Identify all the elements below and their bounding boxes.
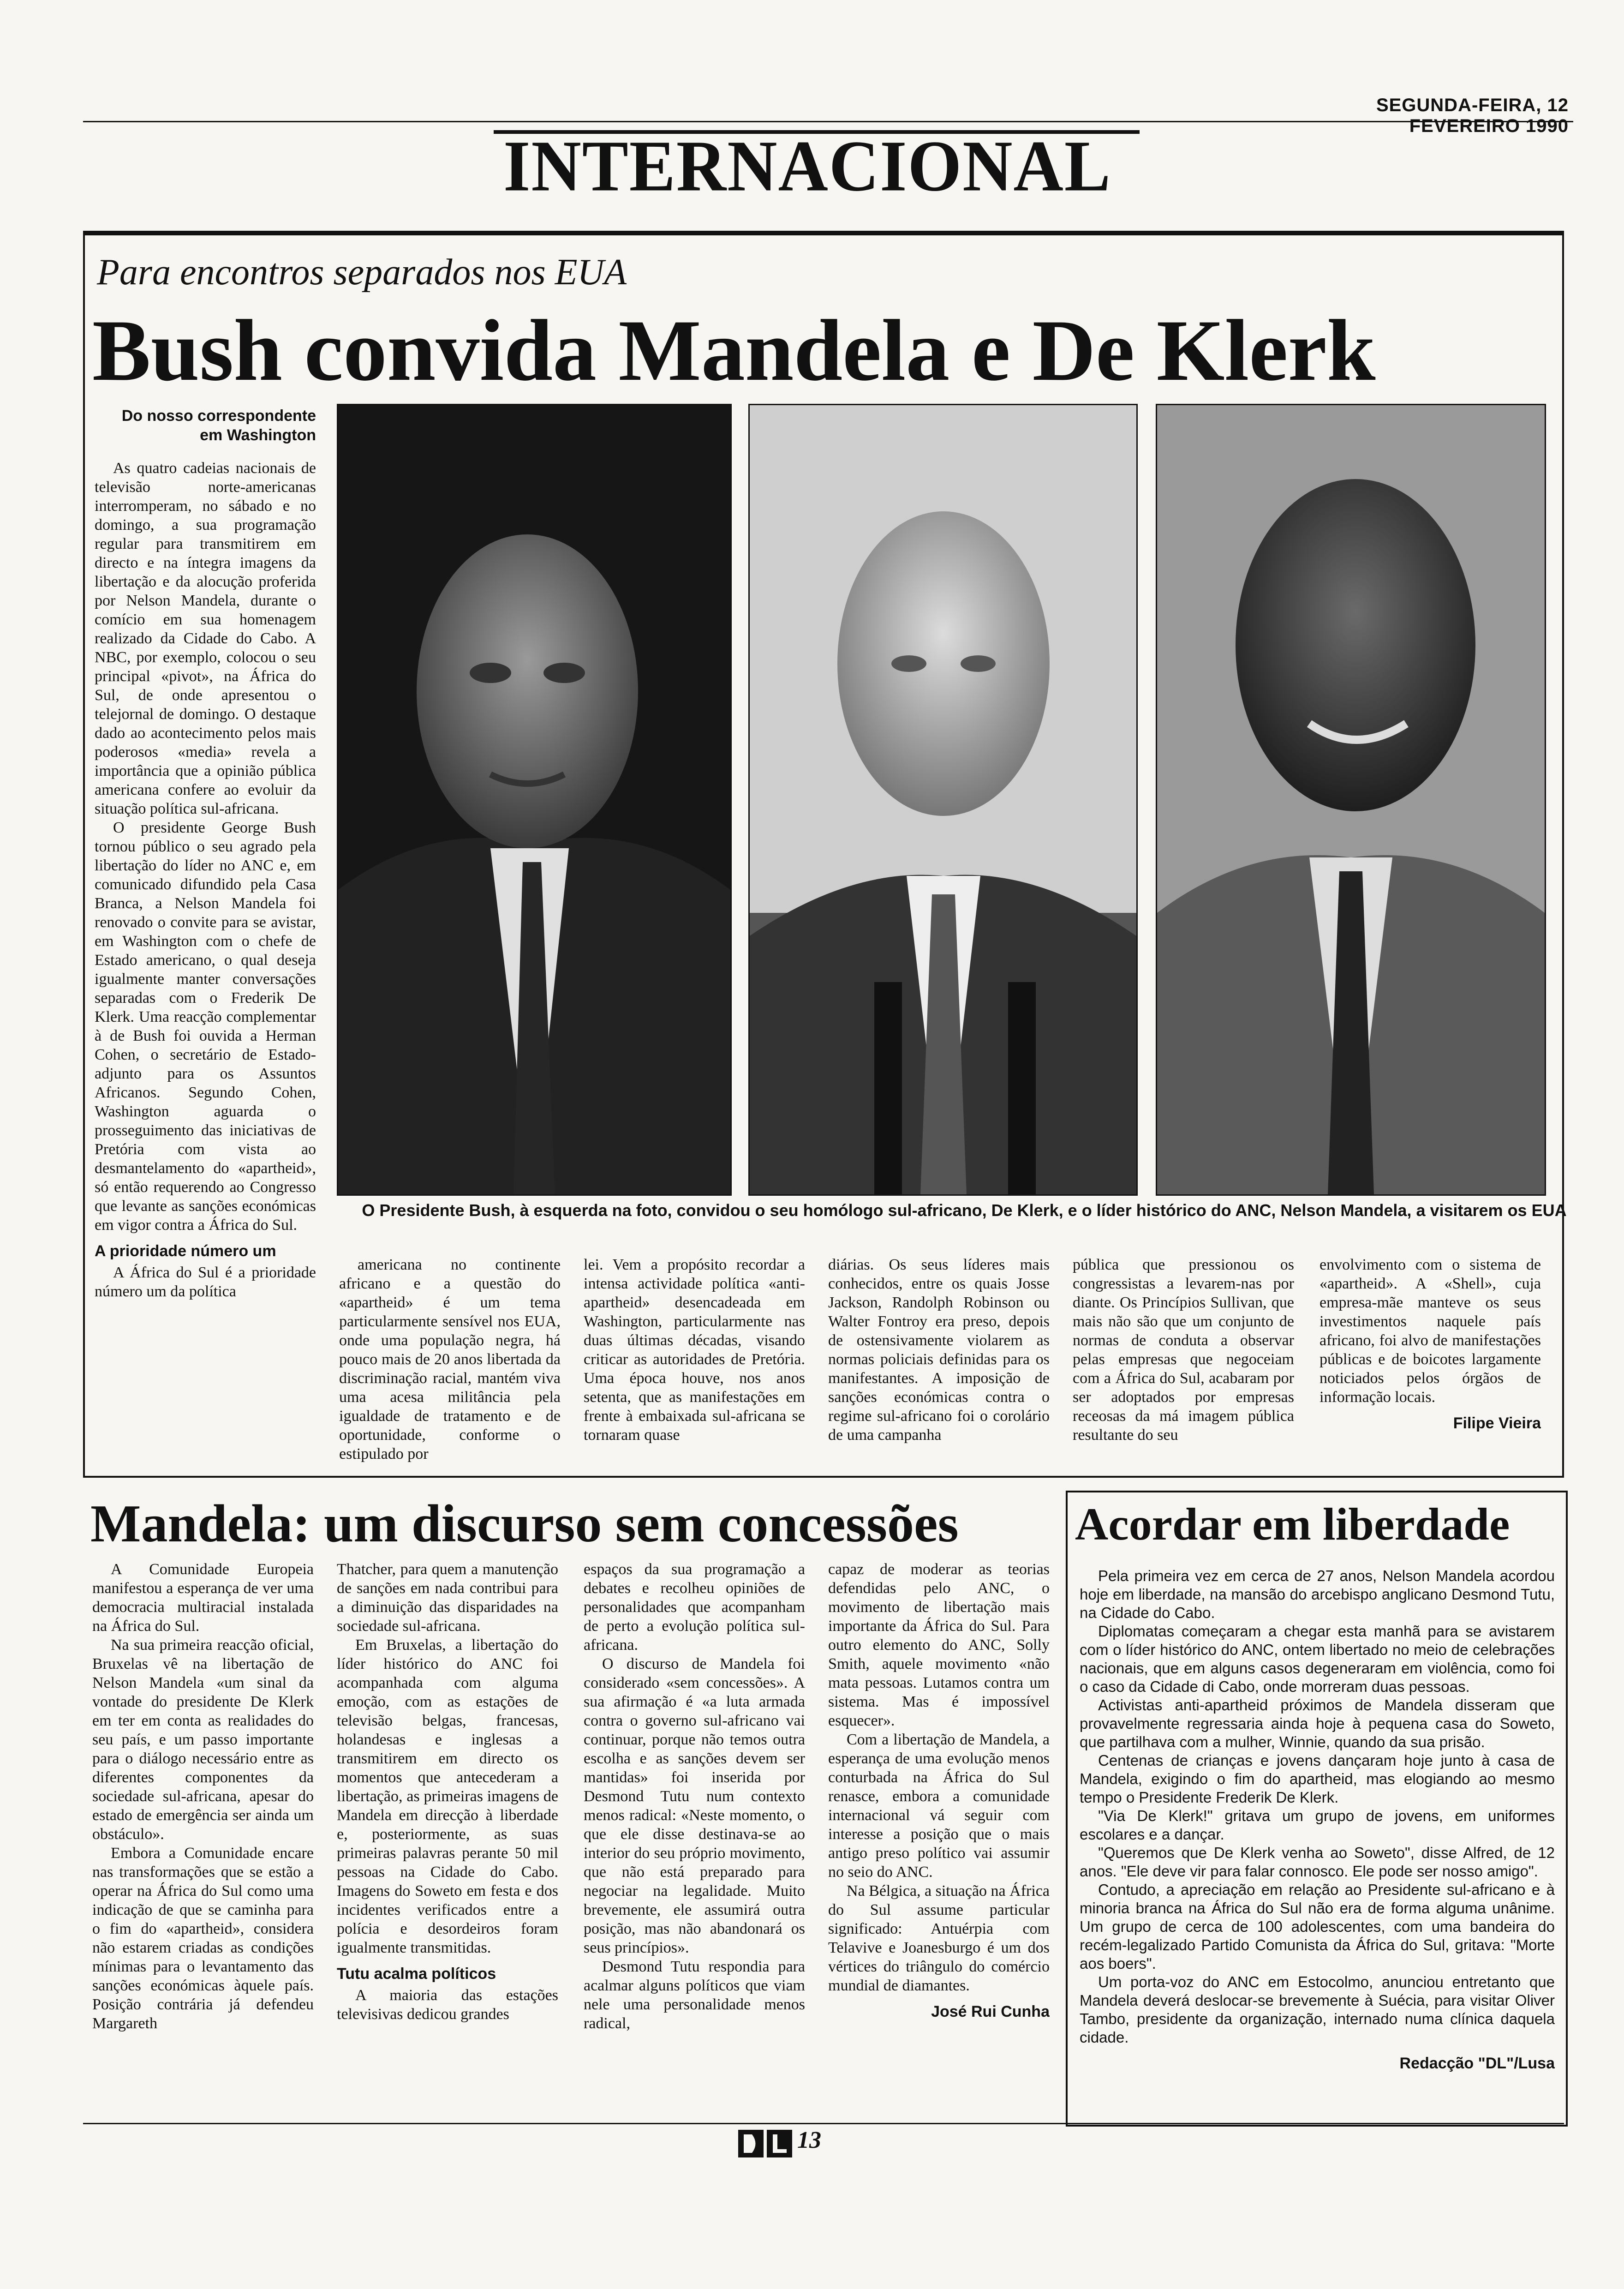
photo-de-klerk xyxy=(748,404,1138,1196)
mandela-col3-para-1: espaços da sua programação a debates e recolheu opiniões de personalidades que acompanham de perto a evolução política sul-africana. xyxy=(584,1561,805,1654)
mandela-col2-para-1: Thatcher, para quem a manutenção de sanções em nada contribui para a diminuição das disparidades na sociedade sul-africana. xyxy=(337,1561,558,1635)
mandela-col4-para-1: capaz de moderar as teorias defendidas pelo ANC, o movimento de libertação mais importante da África do Sul. Para outro elemento do ANC, Solly Smith, aquele movimento «não mata pessoas. Lutamos contra um sistema. Mas é impossível esquecer». xyxy=(828,1561,1050,1729)
main-col3-text: lei. Vem a propósito recordar a intensa actividade política «anti-apartheid» desencadeada em Washington, particularmente nas duas últimas décadas, visando criticar as autoridades de Pretória. Uma época houve, nos anos setenta, que as manifestações em frente à embaixada sul-africana se tornaram quase xyxy=(584,1256,805,1444)
photo-bush xyxy=(337,404,732,1196)
acordar-para-7: Contudo, a apreciação em relação ao Presidente sul-africano e à minoria branca na África do Sul não era de forma alguma unânime. Um grupo de cerca de 100 adolescentes, com uma bandeira do recém-legalizado Partido Comunista da África do Sul, gritava: "Morte aos boers". xyxy=(1080,1881,1555,1972)
acordar-para-8: Um porta-voz do ANC em Estocolmo, anunciou entretanto que Mandela deverá deslocar-se brevemente à Suécia, para visitar Oliver Tambo, presidente da organização, internado numa clínica daquela cidade. xyxy=(1080,1973,1555,2046)
mandela-signature: José Rui Cunha xyxy=(931,2003,1050,2020)
page-date: SEGUNDA-FEIRA, 12 FEVEREIRO 1990 xyxy=(1376,95,1569,136)
acordar-para-1: Pela primeira vez em cerca de 27 anos, Nelson Mandela acordou hoje em liberdade, na mansão do arcebispo anglicano Desmond Tutu, na Cidade do Cabo. xyxy=(1080,1567,1555,1621)
mandela-col3-para-3: Desmond Tutu respondia para acalmar alguns políticos que viam nele uma personalidade menos radical, xyxy=(584,1958,805,2032)
mandela-column-2 xyxy=(337,1560,558,2109)
dl-logo-icon xyxy=(738,2130,794,2157)
mandela-col3-para-2: O discurso de Mandela foi considerado «sem concessões». A sua afirmação é «a luta armada contra o governo sul-africano vai continuar, porque não temos outra escolha e as sanções devem ser mantidas» foi inserida por Desmond Tutu num contexto menos radical: «Neste momento, o que ele disse destinava-se ao interior do seu próprio movimento, que não está preparado para negociar na legalidade. Muito brevemente, ele assumirá outra posição, mas não abandonará os seus princípios». xyxy=(584,1655,805,1956)
acordar-para-2: Diplomatas começaram a chegar esta manhã para se avistarem com o líder histórico do ANC, ontem libertado no meio de celebrações nacionais, que em alguns casos degeneraram em violência, como foi o caso da Cidade di Cabo, onde morreram duas pessoas. xyxy=(1080,1623,1555,1695)
mandela-col1-para-2: Na sua primeira reacção oficial, Bruxelas vê na libertação de Nelson Mandela «um sinal da vontade do presidente De Klerk em ter em conta as realidades do seu país, e um passo importante para o diálogo necessário entre as diferentes componentes da sociedade sul-africana, apesar do estado de emergência ser ainda um obstáculo». xyxy=(92,1636,314,1843)
mandela-column-4 xyxy=(828,1560,1050,2109)
mandela-col1-para-1: A Comunidade Europeia manifestou a esperança de ver uma democracia multiracial instalada na África do Sul. xyxy=(92,1561,314,1635)
acordar-para-5: "Via De Klerk!" gritava um grupo de jovens, em uniformes escolares e a dançar. xyxy=(1080,1807,1555,1843)
main-col1-para-3: A África do Sul é a prioridade número um da política xyxy=(95,1264,316,1300)
main-column-5 xyxy=(1073,1255,1294,1468)
mandela-headline: Mandela: um discurso sem concessões xyxy=(90,1494,959,1553)
main-col6-text: envolvimento com o sistema de «apartheid». A «Shell», cuja empresa-mãe manteve os seus investimentos naquele país africano, foi alvo de manifestações públicas e de boicotes largamente noticiados pelos órgãos de informação locais. xyxy=(1320,1256,1541,1406)
photo-caption: O Presidente Bush, à esquerda na foto, convidou o seu homólogo sul-africano, De Klerk, e o líder histórico do ANC, Nelson Mandela, a visitarem os EUA xyxy=(362,1201,1567,1220)
mandela-column-3 xyxy=(584,1560,805,2109)
mandela-col4-para-3: Na Bélgica, a situação na África do Sul assume particular significado: Antuérpia com Telavive e Joanesburgo é um dos vértices do triângulo do comércio mundial de diamantes. xyxy=(828,1882,1050,1994)
mandela-col1-para-3: Embora a Comunidade encare nas transformações que se estão a operar na África do Sul como uma indicação de que se caminha para o fim do «apartheid», considera não estarem criadas as condições mínimas para o levantamento das sanções económicas àquele país. Posição contrária já defendeu Margareth xyxy=(92,1845,314,2032)
main-col2-text: americana no continente africano e a questão do «apartheid» é um tema particularmente sensível nos EUA, onde uma população negra, há pouco mais de 20 anos libertada da discriminação racial, mantém viva uma acesa militância pela igualdade de tratamento e de oportunidade, conforme o estipulado por xyxy=(339,1256,561,1462)
byline-line-2: em Washington xyxy=(200,426,316,444)
main-kicker: Para encontros separados nos EUA xyxy=(97,252,627,293)
main-col1-para-2: O presidente George Bush tornou público o seu agrado pela libertação do líder no ANC e, em comunicado difundido pela Casa Branca, a Nelson Mandela foi renovado o convite para se avistar, em Washington com o chefe de Estado americano, o qual deseja igualmente manter conversações separadas com o Frederik De Klerk. Uma reacção complementar à de Bush foi ouvida a Herman Cohen, o secretário de Estado-adjunto para os Assuntos Africanos. Segundo Cohen, Washington aguarda o prosseguimento das iniciativas de Pretória com vista ao desmantelamento do «apartheid», só então requerendo ao Congresso que levante as sanções económicas em vigor contra a África do Sul. xyxy=(95,819,316,1234)
section-title: INTERNACIONAL xyxy=(503,126,1111,207)
main-column-4 xyxy=(828,1255,1050,1468)
acordar-signature: Redacção "DL"/Lusa xyxy=(1399,2055,1555,2072)
mandela-column-1 xyxy=(92,1560,314,2109)
photo-mandela xyxy=(1156,404,1546,1196)
main-headline: Bush convida Mandela e De Klerk xyxy=(92,302,1376,399)
main-col4-text: diárias. Os seus líderes mais conhecidos, entre os quais Josse Jackson, Randolph Robinson ou Walter Fontroy era preso, depois de ostensivamente violarem as normas policiais definidas para os manifestantes. A imposição de sanções económicas contra o regime sul-africano foi o corolário de uma campanha xyxy=(828,1256,1050,1444)
main-signature: Filipe Vieira xyxy=(1453,1414,1541,1432)
mandela-col2-para-2: Em Bruxelas, a libertação do líder histórico do ANC foi acompanhada com alguma emoção, com as estações de televisão belgas, francesas, holandesas e inglesas a transmitirem em directo os momentos que antecederam a libertação, as primeiras imagens de Mandela em direcção à liberdade e, posteriormente, as suas primeiras palavras perante 50 mil pessoas na Cidade do Cabo. Imagens do Soweto em festa e dos incidentes verificados entre a polícia e desordeiros foram igualmente transmitidas. xyxy=(337,1636,558,1956)
main-col5-text: pública que pressionou os congressistas a levarem-nas por diante. Os Princípios Sullivan, que mais não são que um conjunto de normas de conduta a observar pelas empresas que negoceiam com a África do Sul, acabaram por ser adoptados por empresas receosas da má imagem pública resultante do seu xyxy=(1073,1256,1294,1444)
main-column-1 xyxy=(95,406,316,1463)
page-number: 13 xyxy=(797,2127,821,2153)
acordar-para-4: Centenas de crianças e jovens dançaram hoje junto à casa de Mandela, exigindo o fim do apartheid, mas elogiando ao mesmo tempo o Presidente Frederik De Klerk. xyxy=(1080,1752,1555,1806)
byline-line-1: Do nosso correspondente xyxy=(121,407,316,425)
acordar-body xyxy=(1080,1567,1555,2116)
main-col1-para-1: As quatro cadeias nacionais de televisão norte-americanas interromperam, no sábado e no domingo, a sua programação regular para transmitirem em directo e na íntegra imagens da libertação e da alocução proferida por Nelson Mandela, durante o comício em sua homenagem realizado da Cidade do Cabo. A NBC, por exemplo, colocou o seu principal «pivot», na África do Sul, de onde apresentou o telejornal de domingo. O destaque dado ao acontecimento pelos mais poderosos «media» revela a importância que a opinião pública americana confere ao evoluir da situação política sul-africana. xyxy=(95,460,316,817)
mandela-subhead: Tutu acalma políticos xyxy=(337,1965,496,1983)
main-column-2 xyxy=(339,1255,561,1468)
mandela-col4-para-2: Com a libertação de Mandela, a esperança de uma evolução menos conturbada na África do Sul renasce, embora a comunidade internacional vá seguir com interesse a posição que o mais antigo preso político vai assumir no seio do ANC. xyxy=(828,1731,1050,1881)
mandela-col2-para-3: A maioria das estações televisivas dedicou grandes xyxy=(337,1987,558,2023)
acordar-para-3: Activistas anti-apartheid próximos de Mandela disseram que provavelmente regressaria ainda hoje à pequena casa do Soweto, que partilhava com a mulher, Winnie, quando da sua prisão. xyxy=(1080,1696,1555,1750)
acordar-headline: Acordar em liberdade xyxy=(1075,1498,1510,1550)
footer-rule xyxy=(83,2123,1564,2124)
byline xyxy=(95,406,316,445)
acordar-para-6: "Queremos que De Klerk venha ao Soweto", disse Alfred, de 12 anos. "Ele deve vir para falar connosco. Ele pode ser nosso amigo". xyxy=(1080,1844,1555,1880)
main-column-3 xyxy=(584,1255,805,1468)
main-subhead: A prioridade número um xyxy=(95,1242,276,1260)
main-column-6 xyxy=(1320,1255,1541,1468)
